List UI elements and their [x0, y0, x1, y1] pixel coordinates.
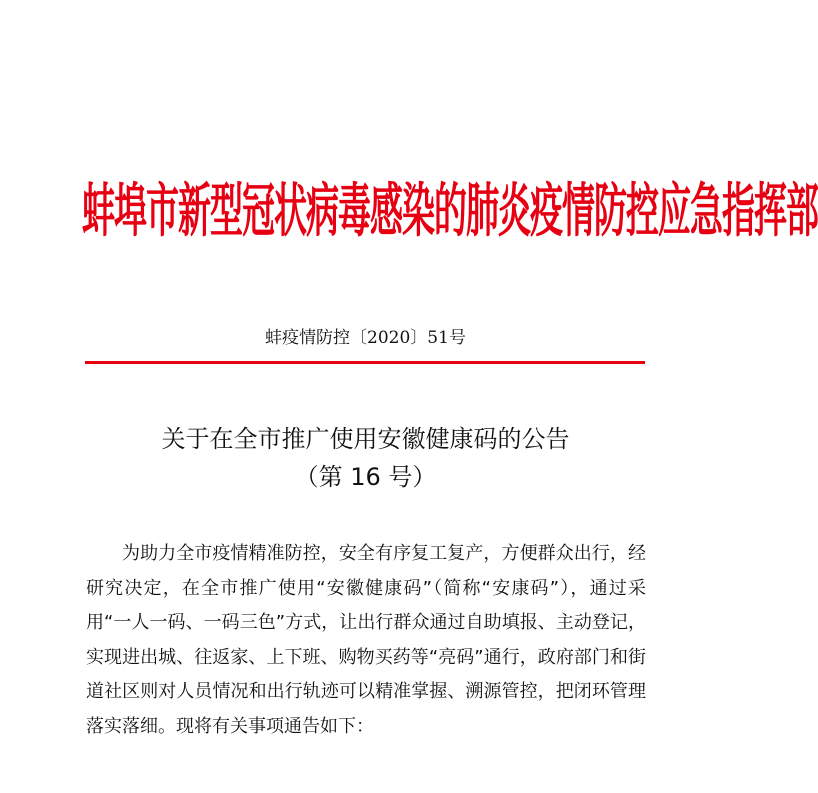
- announcement-number: （第 16 号）: [294, 463, 437, 491]
- document-number: 蚌疫情防控〔2020〕51号: [265, 328, 466, 348]
- announcement-title: 关于在全市推广使用安徽健康码的公告: [161, 425, 570, 453]
- body-paragraph: 为助力全市疫情精准防控，安全有序复工复产，方便群众出行，经研究决定，在全市推广使用“安徽健康码”（简称“安康码”），通过采用“一人一码、一码三色”方式，让出行群众通过自助填报、主动登记，实现进出城、往返家、上下班、购物买药等“亮码”通行，政府部门和街道社区则对人员情况和出行轨迹可以精准掌握、溯源管控，把闭环管理落实落细。现将有关事项通告如下：: [86, 543, 646, 737]
- red-divider-line: [85, 361, 645, 364]
- issuing-authority-header: 蚌埠市新型冠状病毒感染的肺炎疫情防控应急指挥部: [82, 176, 818, 245]
